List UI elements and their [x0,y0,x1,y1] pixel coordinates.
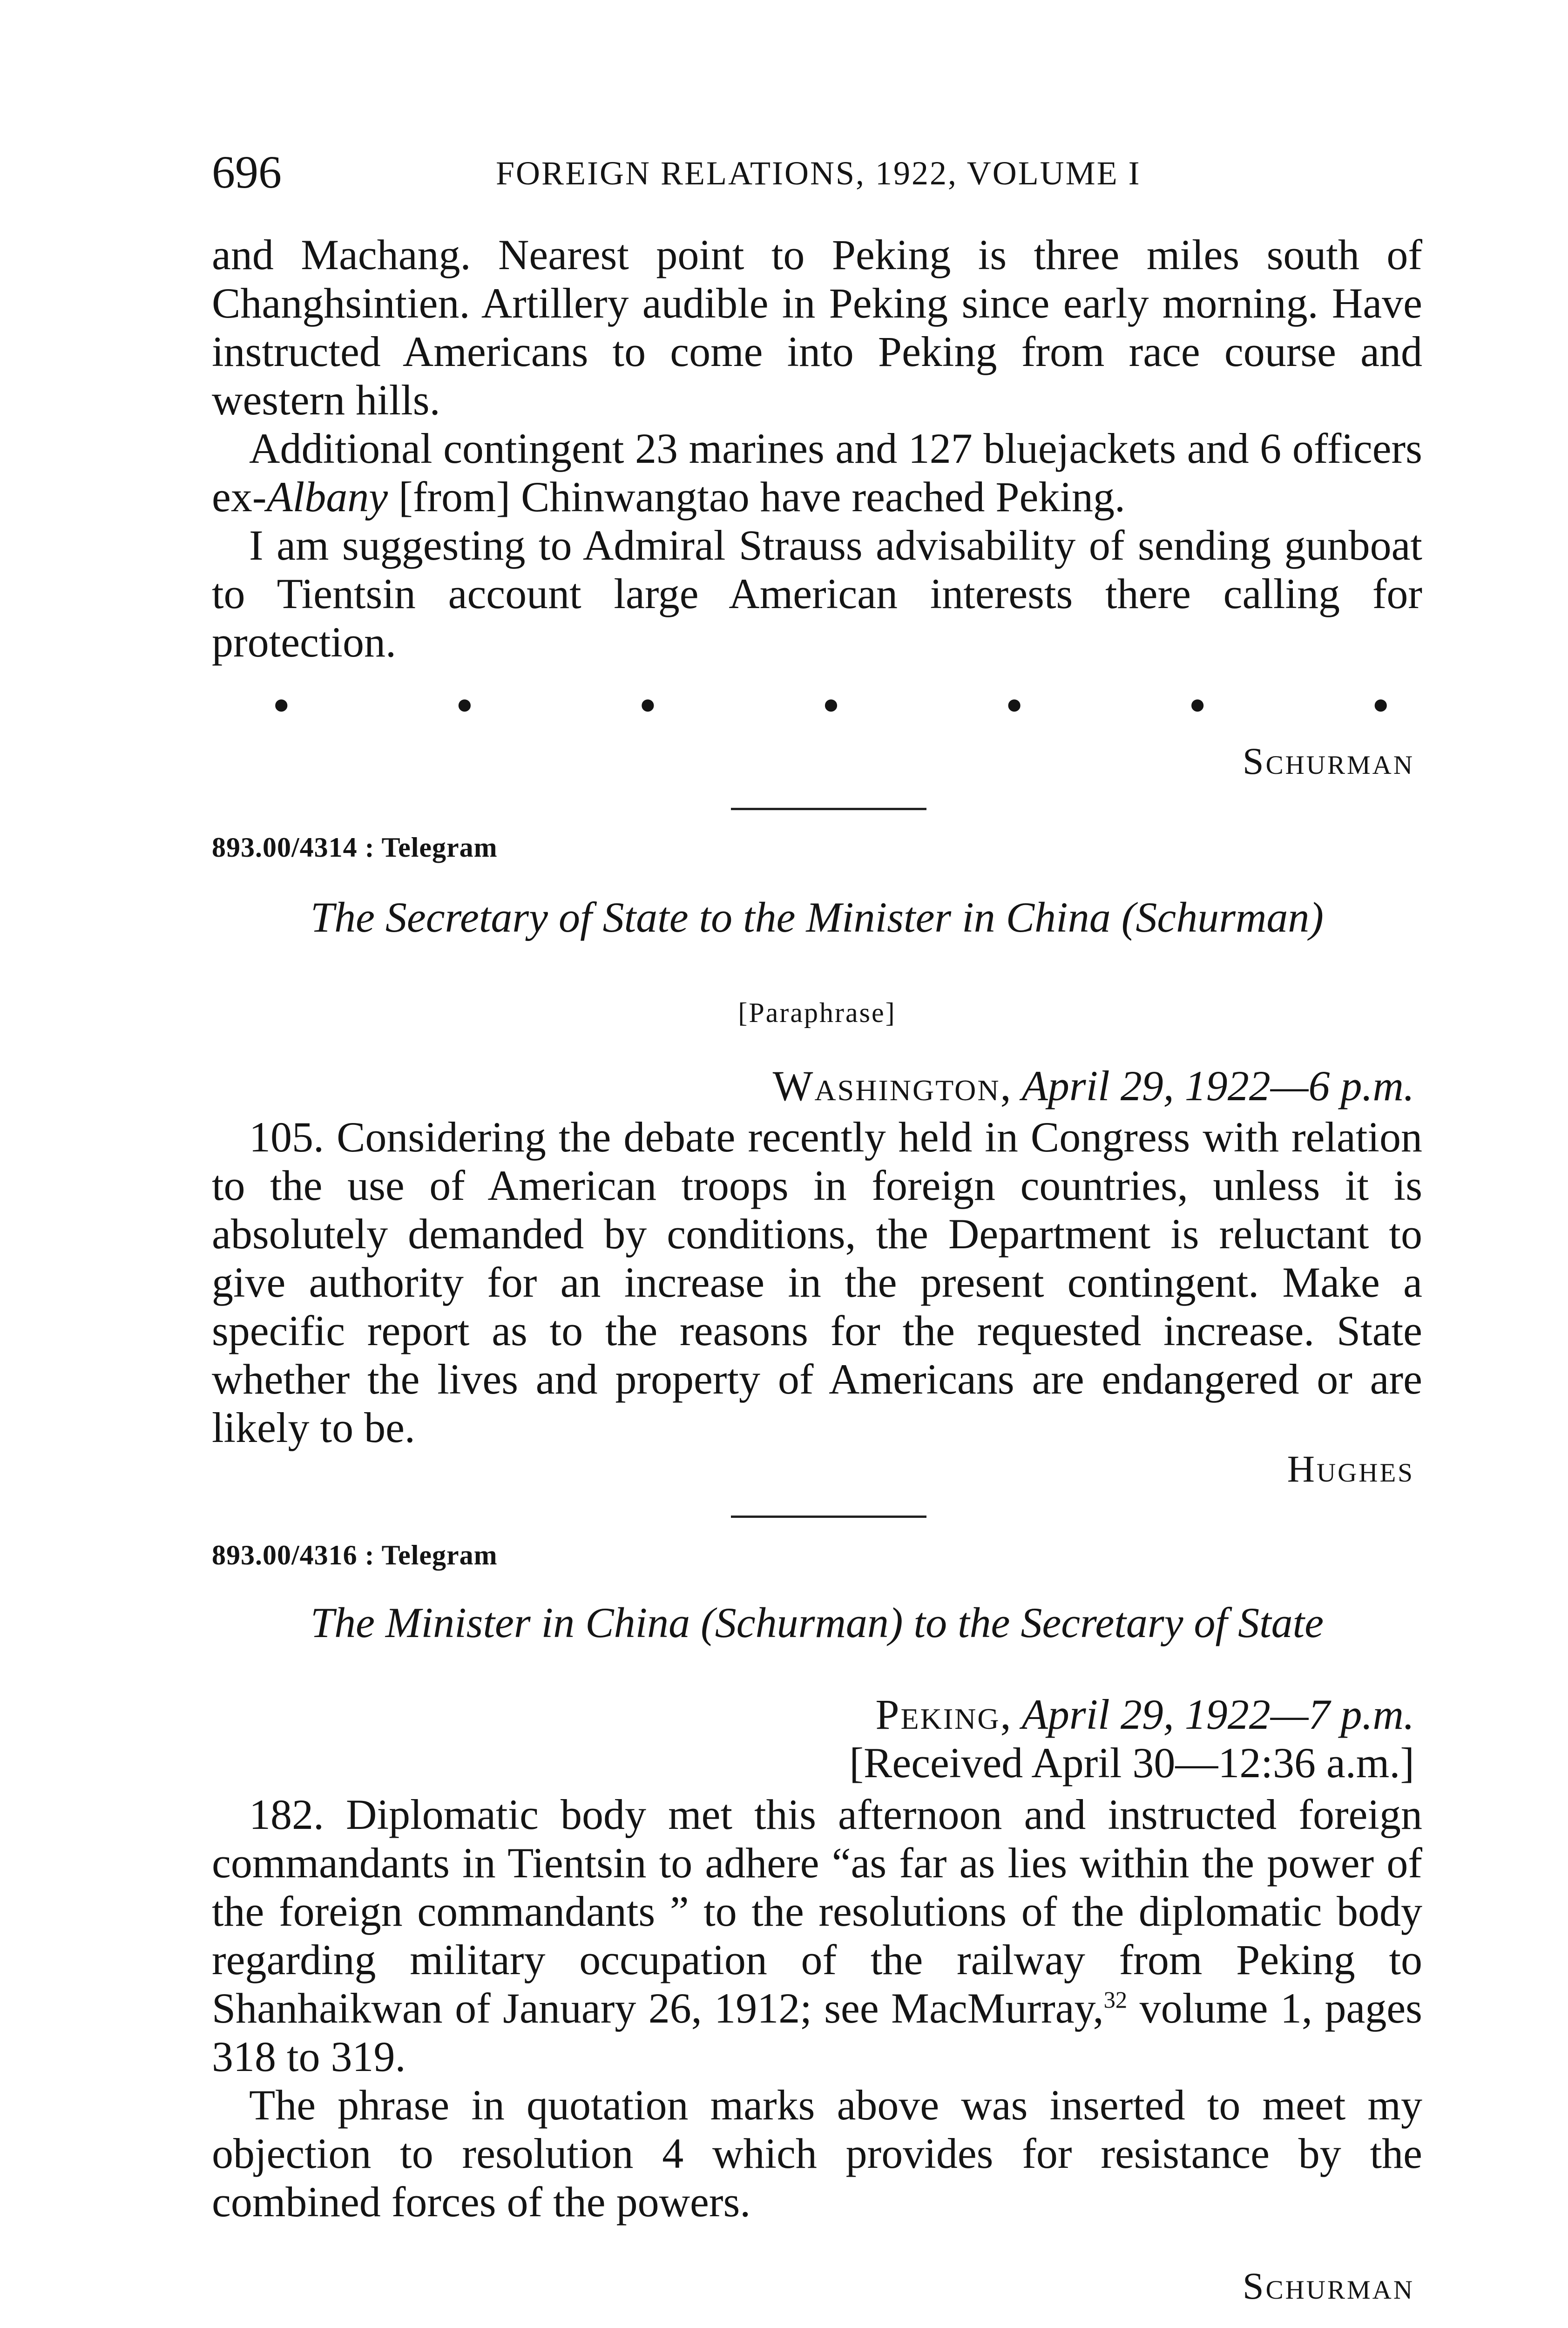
continuation-section [212,230,1422,666]
signature: Schurman [1243,740,1414,782]
paragraph: 182. Diplomatic body met this afternoon and instructed foreign commandants in Tientsin to adhere “as far as lies within the power of the foreign commandants ” to the resolutions of the diplomatic body regarding military occupation of the railway from Peking to Shanhaikwan of January 26, 1912; see MacMurray,$^{32}$ volume 1, pages 318 to 319. [212,1791,1422,2080]
document-heading: The Secretary of State to the Minister in China (Schurman) [310,893,1324,941]
document-subheading: [Paraphrase] [738,997,896,1028]
dateline-place: Peking [875,1691,1000,1738]
file-reference: 893.00/4314 : Telegram [212,832,498,863]
ellipsis-dot: • [1005,677,1023,734]
signature: Hughes [1287,1448,1414,1490]
dateline: Peking, April 29, 1922—7 p.m. [Received April 30—12:36 a.m.] [849,1691,1414,1787]
page-number: 696 [212,146,282,198]
page-header [212,140,1422,205]
dateline-place: Washington [772,1062,1000,1110]
section-divider [731,1516,926,1518]
ellipsis-dot: • [639,677,657,734]
ellipsis-dot: • [1372,677,1390,734]
telegram-body [212,1113,1422,1452]
ellipsis-dot: • [1188,677,1207,734]
footnote-marker: 32 [1103,1987,1128,2013]
file-reference: 893.00/4316 : Telegram [212,1540,498,1570]
paragraph: 105. Considering the debate recently held in Congress with relation to the use of American troops in foreign countries, unless it is absolutely demanded by conditions, the Department is reluctant to give authority for an increase in the present contingent. Make a specific report as to the reasons for the requested increase. State whether the lives and property of Americans are endangered or are likely to be. [212,1113,1422,1451]
running-title: FOREIGN RELATIONS, 1922, VOLUME I [496,155,1141,192]
telegram-body [212,1790,1422,2226]
ellipsis-dot: • [822,677,840,734]
ship-name: Albany [266,473,388,521]
dateline-date: April 29, 1922—7 p.m. [1021,1691,1414,1738]
signature: Schurman [1243,2265,1414,2307]
dateline: Washington, April 29, 1922—6 p.m. [772,1062,1414,1110]
paragraph: I am suggesting to Admiral Strauss advisability of sending gunboat to Tientsin account large American interests there calling for protection. [212,521,1422,666]
dateline-date: April 29, 1922—6 p.m. [1021,1062,1414,1110]
paragraph: Additional contingent 23 marines and 127 bluejackets and 6 officers ex-Albany [from] Chinwangtao have reached Peking. [212,425,1422,521]
paragraph: The phrase in quotation marks above was inserted to meet my objection to resolution 4 which provides for resistance by the combined forces of the powers. [212,2081,1422,2226]
ellipsis-dot: • [455,677,474,734]
paragraph: and Machang. Nearest point to Peking is three miles south of Changhsintien. Artillery audible in Peking since early morning. Have instructed Americans to come into Peking from race course and western hills. [212,231,1422,424]
ellipsis-dots [272,677,1390,734]
received-line: [Received April 30—12:36 a.m.] [849,1739,1414,1787]
section-divider [731,808,926,810]
ellipsis-dot: • [272,677,291,734]
document-heading: The Minister in China (Schurman) to the Secretary of State [310,1599,1324,1646]
